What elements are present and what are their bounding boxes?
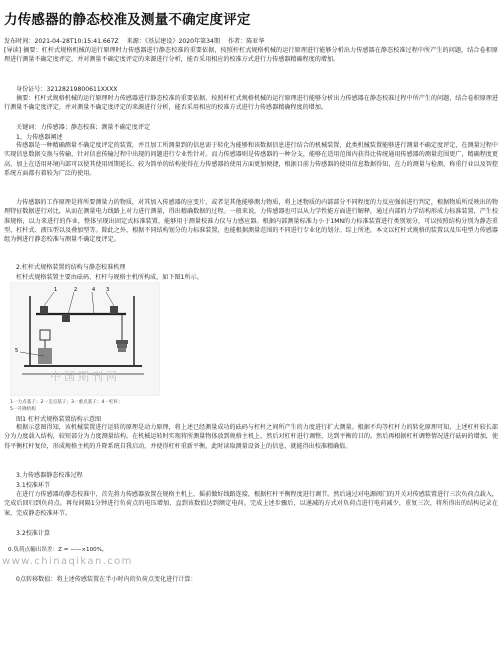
callout-label-5: 5 (15, 348, 19, 354)
keywords-line: 关键词：力传感器；静态校准；测量不确定度评定 (16, 124, 151, 131)
site-watermark: www.chinaqikan.com (2, 556, 133, 567)
article-meta (4, 36, 271, 45)
section3-paragraph-1: 在进行力传感器的静态校准中，首先将力传感器放置在规格主机上，摇前做好线路连接，根据杠杆平衡程度进行调节。然后通过对电源阀门的开关对传感装置进行三次负荷点载入，完成后回归到负荷点。再每间隔1分钟进行负荷点的电压增加，直到该数值达到额定电荷。完成上述步骤后，以递减的方式对负荷点进行电荷减少，重复三次，将所得出的结构记录在案，完成静态校准环节。 (4, 491, 498, 517)
guide-paragraph: [导读] 摘要：杠杆式规格机械的运行原理时力传感器进行静态校准的重要依据，按照杆杠式规格机械的运行原理进行能够分析出力传感器在静态校准过程中所产生的问题，结合卷积原理进行测量不确定度评定，并对测量不确定度评定的来源进行分析，能否采用相应的校准方式进行力传感器精确程度的增加。 (4, 47, 498, 64)
source: 来源：《基层建设》2020年第34期 (126, 38, 220, 45)
figure-legend-line-1: 1一力点基子；2一支点基子；3一重点基子；4一杠杆； (10, 400, 123, 405)
section-heading-1: 1、力传感器阐述 (16, 134, 63, 141)
section1-paragraph-1: 传感器是一种精确测量不确定度评定的装置，并且加工所测量到的信息需于转化为能够和该数据信息进行结合的机械装置，此类机械装置能够进行测量不确定度评定，在测量过程中实现信息数据交换与传输，针对信息传输过程中出现的问题进行专业性针对。而力传感器则是传感器的一种分支，能够在适用范围内获得比传统通用传感器的测量范围更广，精确程度更高，加上在适用环境内部可以使其使用周期延长，较为简单的结构使得在力传感器的使用方面更加便捷，根据目前力传感器的使用信息数据得知，在力的测量与检测、称重行业以及智控系统方面都有着较为广泛的使用。 (4, 142, 498, 177)
subsection-heading-3-2: 3.2校准计算 (16, 530, 51, 537)
formula-line: 0.负荷点輸出误差：Z = ——×100%， (8, 547, 108, 553)
callout-label-2: 2 (74, 287, 78, 293)
callout-label-1: 1 (54, 287, 58, 293)
section-heading-2: 2.杠杆式规格装置的结构与静态校准机理 (16, 264, 126, 271)
publish-time: 发布时间：2021-04-28T10:15:41.667Z (4, 38, 119, 45)
author: 作者：陈亚华 (227, 38, 265, 45)
lever-device-figure (10, 282, 160, 396)
subsection-heading-3-1: 3.1校准环节 (16, 482, 51, 489)
abstract-paragraph: 摘要：杠杆式规格机械的运行原理时力传感器进行静态校准的重要依据，按照杆杠式规格机械的运行原理进行能够分析出力传感器在静态校准过程中所产生的问题，结合卷积原理进行测量不确定度评定，并对测量不确定度评定的来源进行分析，能否采用相应的校准方式进行力传感器精确程度的增加。 (4, 95, 498, 112)
callout-label-3: 3 (106, 287, 110, 293)
section2-intro: 杠杆式规格装置主要由砝码、杠杆与规格主机所构成，如下图1所示。 (16, 274, 203, 281)
section2-paragraph-2: 根据示意图得知，该机械装置进行运转的原理是动力原理，将上述已经测量成功的砝码与杠杆之间所产生的力度进行扩大测量。根据不均等杠杆力的转化原理可知，上述杠杆较长部分为力度载入结构，较短部分为力度测量结构。在机械运转时实现将所测量物体放到规格主机上，然后对杠杆进行调整，达到平衡的目的。然后再根据杠杆调整情况进行砝码的增加，使得平衡杠杆复位，形成规格主机的升降系统自我启动，并使得杠杆重新平衡，此时读取测量设备上的信息，就能得出校准精确值。 (4, 424, 498, 450)
callout-label-4: 4 (92, 287, 96, 293)
article-title: 力传感器的静态校准及测量不确定度评定 (4, 12, 251, 28)
section1-paragraph-2: 力传感器的工作原理是将所要测量力的物质，对其加入传感器的应变片，或者是其他能够测力物质，将上述物质的内部部分不同程度的力反应强弱进行判定，根据物质所反映出的物理特征数据进行对比，从而在测量电力线路上对力进行测量，得出精确数据的过程。一般来说，力传感器也可以从力学性能方面进行解释，通过内部的力学结构形成力标准装置，产生校准规格，以力来进行的作业，整体呈现出固定式标准装置，能够用于测量校准力仪与力感应器。根据内部测量标准力小于1MN的力标准装置进行类别划分，可以按照结构分别为静态重型、杠杆式、液压型以及叠加型等。除此之外，根据不同结构划分的力标准装置，也能根据测量范围的不同进行专业化的划分。综上所述，本文以杠杆式规格的装置以及压电型力传感器组为例进行静态校准与测量不确定度评定。 (4, 199, 498, 244)
id-line: 身份证号：32128219800611XXXX (16, 86, 118, 93)
zero-drift-line: 0点转移数值：将上述传感装置在半小时内的负荷点变化进行计算： (16, 576, 197, 583)
figure-watermark: 中国期刊网 (50, 370, 120, 383)
figure-legend-line-2: 5一升降机构 (10, 407, 36, 412)
figure-caption: 图1 杠杆式规格装置结构示意图 (16, 416, 102, 423)
section-heading-3: 3.力传感器静态校准过程 (16, 472, 83, 479)
